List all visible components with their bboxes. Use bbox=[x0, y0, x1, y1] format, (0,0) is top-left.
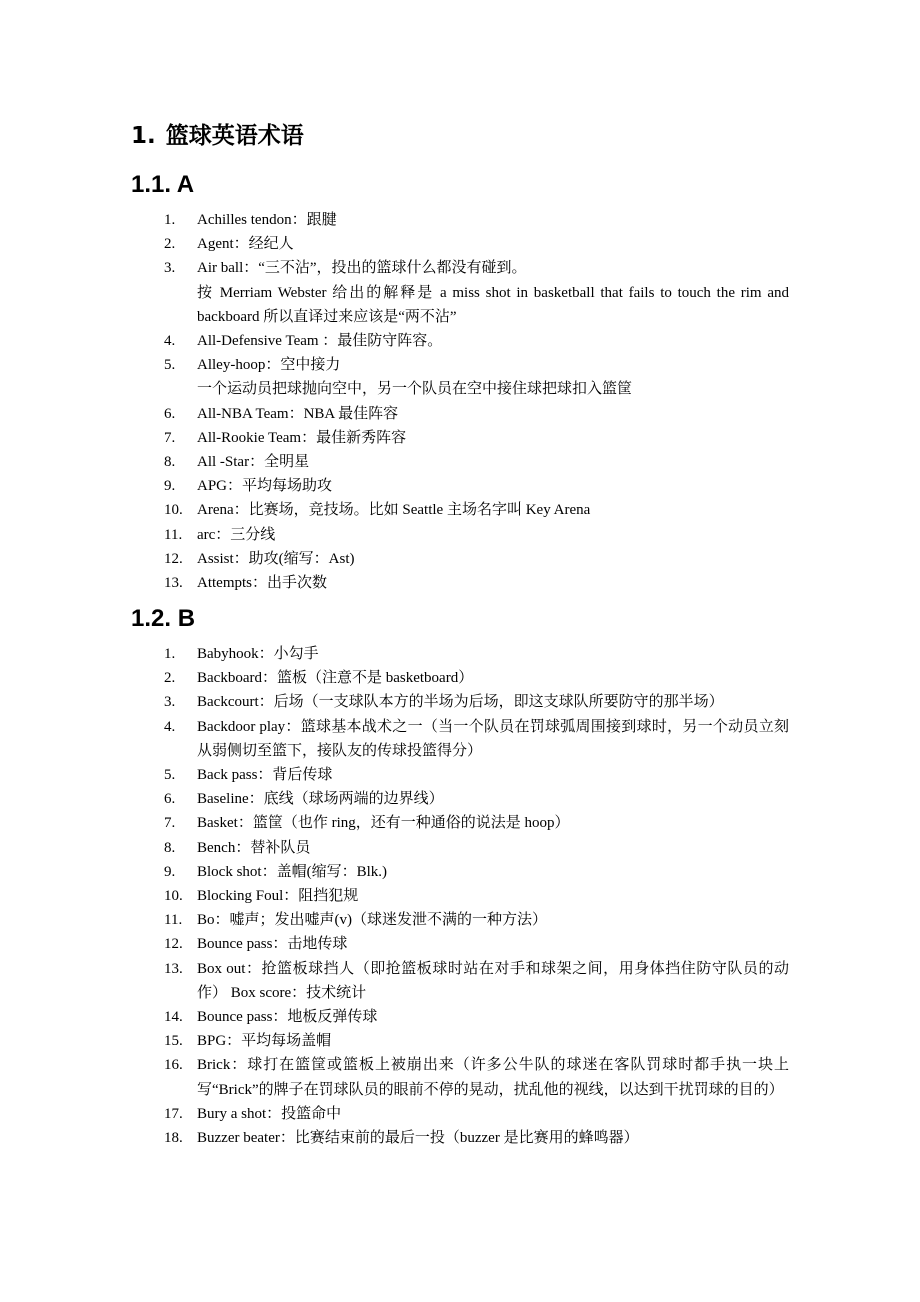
list-item bbox=[0, 329, 920, 353]
item-text: Air ball：“三不沾”，投出的篮球什么都没有碰到。 bbox=[197, 260, 527, 277]
item-text: Baseline：底线（球场两端的边界线） bbox=[197, 791, 444, 808]
item-text: Babyhook：小勾手 bbox=[197, 646, 319, 662]
item-text: Agent：经纪人 bbox=[197, 236, 294, 253]
item-number: 12. bbox=[164, 936, 183, 953]
list-item bbox=[0, 208, 920, 232]
section-heading-b: 1.2. B bbox=[131, 605, 196, 632]
list-item bbox=[0, 908, 920, 932]
item-text: arc：三分线 bbox=[197, 526, 276, 543]
item-number: 4. bbox=[164, 718, 176, 735]
term-list-b bbox=[0, 642, 920, 1150]
item-text: All-Defensive Team ：最佳防守阵容。 bbox=[197, 333, 443, 350]
item-text: All -Star：全明星 bbox=[197, 454, 310, 471]
list-item bbox=[0, 426, 920, 450]
item-number: 13. bbox=[164, 960, 183, 977]
item-number: 13. bbox=[164, 575, 183, 592]
list-item bbox=[0, 957, 920, 1005]
item-number: 3. bbox=[164, 260, 176, 277]
item-number: 10. bbox=[164, 888, 183, 905]
item-text: Bounce pass：地板反弹传球 bbox=[197, 1009, 378, 1026]
chapter-title-text: 篮球英语术语 bbox=[165, 123, 304, 149]
list-item bbox=[0, 547, 920, 571]
item-text: Bo：嘘声；发出嘘声(v)（球迷发泄不满的一种方法） bbox=[197, 912, 547, 929]
item-number: 5. bbox=[164, 767, 176, 784]
item-number: 9. bbox=[164, 863, 176, 880]
list-item bbox=[0, 763, 920, 787]
list-item bbox=[0, 232, 920, 256]
item-text: Basket：篮筐（也作 ring，还有一种通俗的说法是 hoop） bbox=[197, 815, 570, 832]
section-heading-a: 1.1. A bbox=[131, 171, 195, 198]
list-item bbox=[0, 450, 920, 474]
list-item bbox=[0, 474, 920, 498]
item-number: 4. bbox=[164, 333, 176, 350]
item-number: 6. bbox=[164, 791, 176, 808]
item-number: 5. bbox=[164, 357, 176, 374]
item-text: 一个运动员把球抛向空中，另一个队员在空中接住球把球扣入篮筐 bbox=[197, 381, 633, 398]
list-item bbox=[0, 498, 920, 522]
list-item bbox=[0, 860, 920, 884]
item-text: Alley-hoop：空中接力 bbox=[197, 357, 341, 374]
list-item bbox=[0, 523, 920, 547]
list-item bbox=[0, 932, 920, 956]
item-text: 按 Merriam Webster 给出的解释是 a miss shot in basketball that fails to touch the rim and backboard 所以直译过来应该是“两不沾” bbox=[197, 284, 789, 325]
list-item bbox=[0, 1029, 920, 1053]
item-text: All-Rookie Team：最佳新秀阵容 bbox=[197, 429, 407, 446]
item-text: Bury a shot：投篮命中 bbox=[197, 1105, 342, 1122]
chapter-number: 1. bbox=[131, 123, 156, 149]
item-text: Back pass：背后传球 bbox=[197, 767, 333, 784]
item-number: 17. bbox=[164, 1105, 183, 1122]
item-text: BPG：平均每场盖帽 bbox=[197, 1033, 332, 1050]
item-text: Blocking Foul：阻挡犯规 bbox=[197, 888, 359, 905]
list-item bbox=[0, 715, 920, 763]
term-list-a bbox=[0, 208, 920, 595]
item-number: 9. bbox=[164, 478, 176, 495]
item-number: 18. bbox=[164, 1130, 183, 1147]
chapter-title bbox=[131, 119, 304, 153]
item-number: 10. bbox=[164, 502, 183, 519]
item-number: 7. bbox=[164, 815, 176, 832]
item-text: All-NBA Team：NBA 最佳阵容 bbox=[197, 405, 399, 422]
item-text: Arena：比赛场，竞技场。比如 Seattle 主场名字叫 Key Arena bbox=[197, 502, 591, 519]
item-text: Bounce pass：击地传球 bbox=[197, 936, 348, 953]
item-number: 2. bbox=[164, 670, 176, 687]
list-item bbox=[0, 1102, 920, 1126]
item-number: 12. bbox=[164, 550, 183, 567]
item-text: Buzzer beater：比赛结束前的最后一投（buzzer 是比赛用的蜂鸣器） bbox=[197, 1130, 639, 1147]
item-text: Backcourt：后场（一支球队本方的半场为后场，即这支球队所要防守的那半场） bbox=[197, 694, 724, 711]
item-text: APG：平均每场助攻 bbox=[197, 478, 333, 495]
item-number: 8. bbox=[164, 454, 176, 471]
item-number: 16. bbox=[164, 1057, 183, 1074]
item-text: Block shot：盖帽(缩写：Blk.) bbox=[197, 863, 387, 880]
list-item bbox=[0, 836, 920, 860]
item-number: 1. bbox=[164, 646, 176, 662]
item-text: Brick：球打在篮筐或篮板上被崩出来（许多公牛队的球迷在客队罚球时都手执一块上写“Brick”的牌子在罚球队员的眼前不停的晃动，扰乱他的视线，以达到干扰罚球的目的） bbox=[197, 1057, 789, 1098]
list-item bbox=[0, 787, 920, 811]
list-item bbox=[0, 353, 920, 377]
item-number: 7. bbox=[164, 429, 176, 446]
item-text: Attempts：出手次数 bbox=[197, 575, 327, 592]
list-item bbox=[0, 402, 920, 426]
item-number: 11. bbox=[164, 912, 183, 929]
list-item bbox=[0, 1126, 920, 1150]
list-item bbox=[0, 666, 920, 690]
list-item bbox=[0, 377, 920, 401]
list-item bbox=[0, 256, 920, 280]
item-number: 8. bbox=[164, 839, 176, 856]
item-text: Bench：替补队员 bbox=[197, 839, 311, 856]
item-number: 11. bbox=[164, 526, 183, 543]
item-text: Achilles tendon：跟腱 bbox=[197, 212, 337, 228]
list-item bbox=[0, 571, 920, 595]
item-text: Box out：抢篮板球挡人（即抢篮板球时站在对手和球架之间，用身体挡住防守队员的动作） Box score：技术统计 bbox=[197, 960, 789, 1001]
list-item bbox=[0, 884, 920, 908]
list-item bbox=[0, 1053, 920, 1101]
list-item bbox=[0, 281, 920, 329]
list-item bbox=[0, 811, 920, 835]
item-text: Backdoor play：篮球基本战术之一（当一个队员在罚球弧周围接到球时，另一个动员立刻从弱侧切至篮下，接队友的传球投篮得分） bbox=[197, 718, 789, 759]
list-item bbox=[0, 690, 920, 714]
item-number: 1. bbox=[164, 212, 176, 228]
list-item bbox=[0, 1005, 920, 1029]
item-text: Backboard：篮板（注意不是 basketboard） bbox=[197, 670, 474, 687]
item-number: 3. bbox=[164, 694, 176, 711]
item-number: 15. bbox=[164, 1033, 183, 1050]
list-item bbox=[0, 642, 920, 666]
item-text: Assist：助攻(缩写：Ast) bbox=[197, 550, 355, 567]
item-number: 2. bbox=[164, 236, 176, 253]
item-number: 14. bbox=[164, 1009, 183, 1026]
item-number: 6. bbox=[164, 405, 176, 422]
